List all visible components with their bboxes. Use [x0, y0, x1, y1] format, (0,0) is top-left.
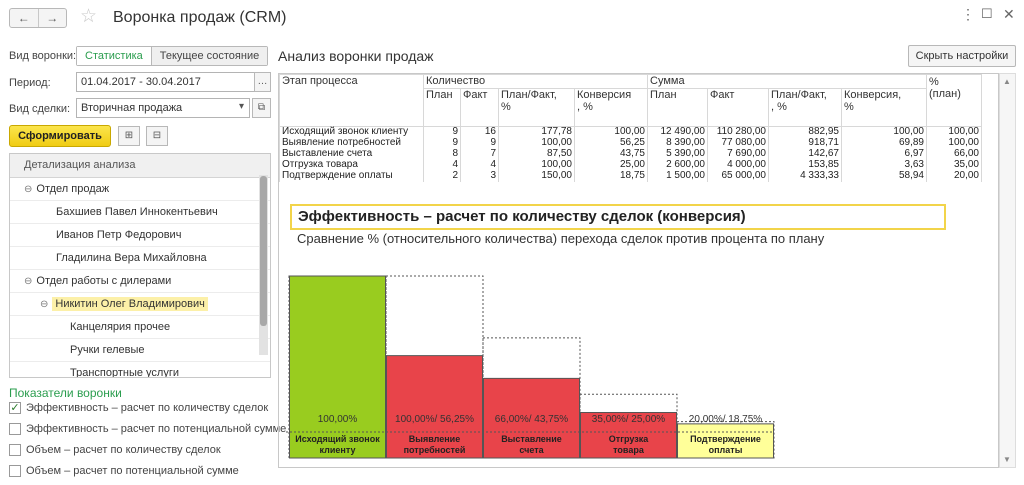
nav-buttons	[9, 8, 67, 28]
th-percent	[927, 75, 982, 127]
scroll-up-icon[interactable]: ▲	[1003, 77, 1011, 86]
checkbox-icon[interactable]	[9, 444, 21, 456]
bar-category-label: товара	[613, 445, 644, 455]
indicator-option[interactable]	[9, 402, 268, 414]
table-row	[280, 160, 982, 171]
analysis-tree	[9, 153, 271, 378]
th-s-conversion	[842, 89, 927, 127]
th-q-planfact-line1: План/Факт,	[501, 89, 557, 101]
tree-item[interactable]	[10, 224, 270, 247]
tree-item[interactable]	[10, 201, 270, 224]
th-s-planfact-line1: План/Факт,	[771, 89, 827, 101]
cell-q-conv: 56,25	[575, 138, 648, 149]
th-q-conversion-line2: , %	[577, 101, 593, 113]
cell-s-conv: 3,63	[842, 160, 927, 171]
indicator-option[interactable]	[9, 444, 221, 456]
period-select-button[interactable]: …	[254, 72, 271, 92]
th-stage: Этап процесса	[280, 75, 424, 127]
th-s-conversion-line1: Конверсия,	[844, 89, 902, 101]
funnel-type-label: Вид воронки:	[9, 50, 77, 62]
cell-q-plan: 2	[424, 171, 461, 182]
cell-s-pf: 153,85	[769, 160, 842, 171]
indicator-label: Объем – расчет по количеству сделок	[26, 444, 221, 456]
th-q-conversion	[575, 89, 648, 127]
cell-pct-plan: 66,00	[927, 149, 982, 160]
th-s-planfact-line2: , %	[771, 101, 787, 113]
generate-button[interactable]: Сформировать	[9, 125, 111, 147]
bar-value-label: 100,00%	[317, 414, 358, 425]
table-row	[280, 138, 982, 149]
table-row	[280, 127, 982, 138]
tree-item-label: Гладилина Вера Михайловна	[56, 252, 207, 264]
th-s-plan: План	[648, 89, 708, 127]
report-scrollbar[interactable]	[999, 73, 1016, 468]
cell-s-fact: 4 000,00	[708, 160, 769, 171]
indicators-title: Показатели воронки	[9, 386, 122, 400]
maximize-icon[interactable]: ☐	[981, 6, 993, 21]
tree-item-label: Канцелярия прочее	[70, 321, 171, 333]
table-body	[280, 127, 982, 182]
cell-s-pf: 918,71	[769, 138, 842, 149]
cell-pct-plan: 35,00	[927, 160, 982, 171]
th-s-fact: Факт	[708, 89, 769, 127]
tree-item[interactable]	[10, 270, 270, 293]
cell-s-pf: 4 333,33	[769, 171, 842, 182]
page-title: Воронка продаж (CRM)	[113, 9, 287, 26]
cell-s-conv: 58,94	[842, 171, 927, 182]
bar-category-label: Исходящий звонок	[295, 434, 380, 444]
collapse-toggle-icon[interactable]: ⊖	[24, 276, 33, 287]
tree-item[interactable]	[10, 178, 270, 201]
cell-s-pf: 142,67	[769, 149, 842, 160]
bar-category-label: клиенту	[319, 445, 356, 455]
cell-q-fact: 16	[461, 127, 499, 138]
tree-item[interactable]	[10, 316, 270, 339]
cell-pct-plan: 100,00	[927, 138, 982, 149]
tree-item[interactable]	[10, 339, 270, 362]
tree-scrollbar-thumb[interactable]	[260, 176, 267, 326]
th-q-conversion-line1: Конверсия	[577, 89, 632, 101]
checkbox-icon[interactable]	[9, 465, 21, 477]
bar-value-label: 66,00%/ 43,75%	[494, 414, 569, 425]
chevron-down-icon[interactable]: ▾	[238, 101, 245, 112]
cell-q-pf: 177,78	[499, 127, 575, 138]
bar-category-label: Подтверждение	[690, 434, 761, 444]
cell-q-plan: 4	[424, 160, 461, 171]
cell-q-pf: 100,00	[499, 160, 575, 171]
chart-subtitle: Сравнение % (относительного количества) перехода сделок против процента по плану	[297, 231, 825, 246]
hide-settings-button[interactable]: Скрыть настройки	[908, 45, 1016, 67]
scroll-down-icon[interactable]: ▼	[1003, 455, 1011, 464]
th-q-planfact-line2: %	[501, 101, 511, 113]
cell-q-pf: 100,00	[499, 138, 575, 149]
th-q-fact: Факт	[461, 89, 499, 127]
cell-s-plan: 2 600,00	[648, 160, 708, 171]
period-label: Период:	[9, 77, 51, 89]
table-row	[280, 149, 982, 160]
th-q-plan: План	[424, 89, 461, 127]
tree-item[interactable]	[10, 247, 270, 270]
bar-category-label: Отгрузка	[608, 434, 649, 444]
cell-s-fact: 7 690,00	[708, 149, 769, 160]
back-icon[interactable]: ←	[10, 9, 39, 27]
cell-pct-plan: 20,00	[927, 171, 982, 182]
period-field[interactable]: 01.04.2017 - 30.04.2017	[76, 72, 255, 92]
tree-item-label: Иванов Петр Федорович	[56, 229, 182, 241]
tree-item[interactable]	[10, 362, 270, 378]
cell-q-pf: 150,00	[499, 171, 575, 182]
th-percent-symbol: %	[929, 76, 939, 88]
bar-value-label: 35,00%/ 25,00%	[591, 414, 666, 425]
collapse-all-icon[interactable]: ⊟	[146, 126, 168, 146]
funnel-bar	[290, 276, 386, 458]
bar-category-label: потребностей	[403, 445, 466, 455]
cell-s-pf: 882,95	[769, 127, 842, 138]
th-s-planfact	[769, 89, 842, 127]
cell-q-fact: 9	[461, 138, 499, 149]
funnel-chart	[286, 272, 786, 468]
cell-q-plan: 9	[424, 127, 461, 138]
bar-category-label: Выявление	[408, 434, 461, 444]
report-title: Анализ воронки продаж	[278, 48, 434, 64]
cell-pct-plan: 100,00	[927, 127, 982, 138]
tree-item-label: Отдел продаж	[36, 183, 110, 195]
th-quantity: Количество	[424, 75, 648, 89]
tree-item-label: Ручки гелевые	[70, 344, 145, 356]
th-percent-plan: (план)	[929, 88, 961, 100]
tree-item-label: Никитин Олег Владимирович	[52, 297, 208, 311]
mode-current-state[interactable]: Текущее состояние	[152, 47, 267, 65]
cell-s-plan: 12 490,00	[648, 127, 708, 138]
cell-s-conv: 69,89	[842, 138, 927, 149]
star-icon[interactable]: ☆	[80, 6, 98, 27]
cell-stage: Отгрузка товара	[280, 160, 424, 171]
tree-item-label: Транспортные услуги	[70, 367, 180, 378]
cell-s-plan: 5 390,00	[648, 149, 708, 160]
tree-header: Детализация анализа	[10, 154, 270, 178]
cell-s-fact: 77 080,00	[708, 138, 769, 149]
chart-title: Эффективность – расчет по количеству сделок (конверсия)	[290, 204, 946, 230]
th-sum: Сумма	[648, 75, 927, 89]
forward-icon[interactable]: →	[46, 11, 59, 25]
cell-q-plan: 8	[424, 149, 461, 160]
funnel-table	[279, 74, 982, 182]
tree-rows	[10, 178, 270, 378]
collapse-toggle-icon[interactable]: ⊖	[40, 299, 49, 310]
deal-type-field[interactable]: Вторичная продажа	[76, 98, 250, 118]
cell-s-fact: 65 000,00	[708, 171, 769, 182]
bar-value-label: 100,00%/ 56,25%	[395, 414, 474, 425]
bar-category-label: счета	[519, 445, 544, 455]
open-icon[interactable]: ⧉	[252, 98, 271, 118]
tree-item-label: Бахшиев Павел Иннокентьевич	[56, 206, 218, 218]
indicator-label: Объем – расчет по потенциальной сумме	[26, 465, 239, 477]
tree-item[interactable]	[10, 293, 270, 316]
cell-s-plan: 1 500,00	[648, 171, 708, 182]
cell-q-plan: 9	[424, 138, 461, 149]
bar-value-label: 20,00%/ 18,75%	[688, 414, 763, 425]
cell-q-fact: 3	[461, 171, 499, 182]
mode-statistics[interactable]: Статистика	[77, 47, 152, 65]
indicator-option[interactable]	[9, 465, 239, 477]
close-icon[interactable]: ✕	[1003, 6, 1015, 22]
cell-s-fact: 110 280,00	[708, 127, 769, 138]
collapse-toggle-icon[interactable]: ⊖	[24, 184, 33, 195]
cell-q-conv: 25,00	[575, 160, 648, 171]
cell-q-conv: 43,75	[575, 149, 648, 160]
more-icon[interactable]: ⋮	[961, 6, 975, 22]
mode-switch	[76, 46, 268, 66]
tree-item-label: Отдел работы с дилерами	[36, 275, 172, 287]
bar-category-label: Выставление	[501, 434, 562, 444]
indicator-label: Эффективность – расчет по потенциальной сумме	[26, 423, 287, 435]
cell-q-fact: 7	[461, 149, 499, 160]
cell-q-conv: 18,75	[575, 171, 648, 182]
cell-stage: Выявление потребностей	[280, 138, 424, 149]
table-row	[280, 171, 982, 182]
th-q-planfact	[499, 89, 575, 127]
expand-all-icon[interactable]: ⊞	[118, 126, 140, 146]
cell-s-conv: 100,00	[842, 127, 927, 138]
bar-category-label: оплаты	[708, 445, 743, 455]
cell-q-conv: 100,00	[575, 127, 648, 138]
checkbox-checked-icon[interactable]: ✓	[10, 402, 20, 414]
indicator-option[interactable]	[9, 423, 286, 435]
checkbox-icon[interactable]	[9, 423, 21, 435]
cell-stage: Выставление счета	[280, 149, 424, 160]
deal-type-label: Вид сделки:	[9, 103, 71, 115]
cell-stage: Исходящий звонок клиенту	[280, 127, 424, 138]
th-s-conversion-line2: %	[844, 101, 854, 113]
cell-stage: Подтверждение оплаты	[280, 171, 424, 182]
cell-s-conv: 6,97	[842, 149, 927, 160]
cell-q-fact: 4	[461, 160, 499, 171]
cell-q-pf: 87,50	[499, 149, 575, 160]
indicator-label: Эффективность – расчет по количеству сделок	[26, 402, 269, 414]
cell-s-plan: 8 390,00	[648, 138, 708, 149]
